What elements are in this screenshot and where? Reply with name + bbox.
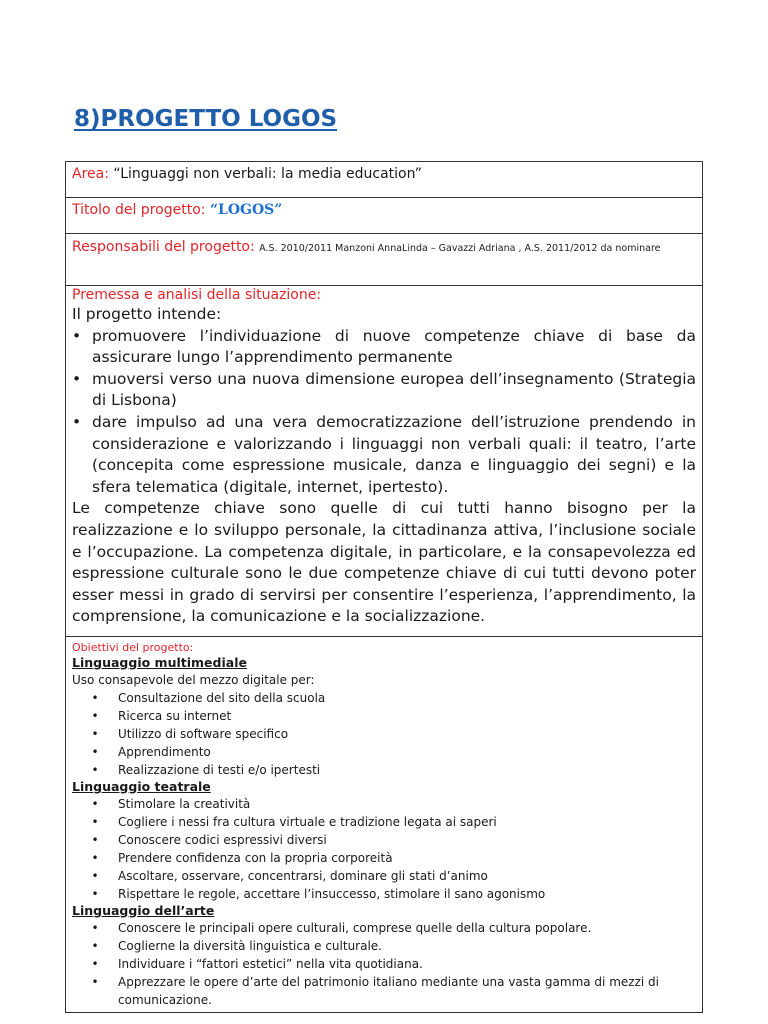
responsabili-value: A.S. 2010/2011 Manzoni AnnaLinda – Gavazzi Adriana , A.S. 2011/2012 da nominare [259,243,661,254]
responsabili-row [66,234,703,286]
teatrale-heading: Linguaggio teatrale [72,778,211,794]
list-item: • Conoscere le principali opere culturali, comprese quelle della cultura popolare. [91,920,592,935]
multimediale-heading: Linguaggio multimediale [72,654,247,670]
list-item: • Individuare i “fattori estetici” nella vita quotidiana. [91,956,423,971]
multimediale-list [72,689,696,779]
arte-list [72,919,696,1009]
premessa-paragraph: Le competenze chiave sono quelle di cui tutti hanno bisogno per la realizzazione e lo sviluppo personale, la cittadinanza attiva, l’inclusione sociale e l’occupazione. La competenza digitale, in particolare, e la consapevolezza ed espressione culturale sono le due competenze chiave di cui tutti devono poter esser messi in grado di servirsi per consentire l’esperienza, l’apprendimento, la comprensione, la comunicazione e la socializzazione. [72,499,696,626]
list-item: • promuovere l’individuazione di nuove competenze chiave di base da assicurare lungo l’apprendimento permanente [72,326,696,367]
obiettivi-label: Obiettivi del progetto: [72,640,194,654]
titolo-row [66,198,703,234]
titolo-label: Titolo del progetto: [72,202,206,218]
list-item: • Stimolare la creatività [91,796,251,811]
list-item: • muoversi verso una nuova dimensione europea dell’insegnamento (Strategia di Lisbona) [72,369,696,410]
page-title: 8)PROGETTO LOGOS [74,106,338,132]
list-item: • Utilizzo di software specifico [91,726,289,741]
project-table [65,161,703,1013]
list-item: • Conoscere codici espressivi diversi [91,832,327,847]
list-item: • Consultazione del sito della scuola [91,690,326,705]
list-item: • Rispettare le regole, accettare l’insuccesso, stimolare il sano agonismo [91,886,546,901]
list-item: • Realizzazione di testi e/o ipertesti [91,762,321,777]
premessa-intro: Il progetto intende: [72,305,222,323]
titolo-value: “LOGOS” [209,202,283,218]
multimediale-intro: Uso consapevole del mezzo digitale per: [72,672,315,687]
list-item: • Ricerca su internet [91,708,232,723]
list-item: • dare impulso ad una vera democratizzazione dell’istruzione prendendo in considerazione e valorizzando i linguaggi non verbali quali: il teatro, l’arte (concepita come espressione musicale, danza e linguaggio dei segni) e la sfera telematica (digitale, internet, ipertesto). [72,412,696,496]
responsabili-label: Responsabili del progetto: [72,239,255,255]
premessa-row [66,286,703,637]
teatrale-list [72,795,696,903]
area-label: Area: [72,166,109,182]
arte-heading: Linguaggio dell’arte [72,902,215,918]
list-item: • Prendere confidenza con la propria corporeità [91,850,393,865]
list-item: • Coglierne la diversità linguistica e culturale. [91,938,382,953]
list-item: • Cogliere i nessi fra cultura virtuale e tradizione legata ai saperi [91,814,497,829]
area-value: “Linguaggi non verbali: la media education” [113,166,422,182]
list-item: • Ascoltare, osservare, concentrarsi, dominare gli stati d’animo [91,868,488,883]
list-item: • Apprendimento [91,744,211,759]
area-row [66,162,703,198]
obiettivi-row [66,636,703,1012]
premessa-label: Premessa e analisi della situazione: [72,287,322,303]
list-item: • Apprezzare le opere d’arte del patrimonio italiano mediante una vasta gamma di mezzi di comunicazione. [91,974,659,1007]
